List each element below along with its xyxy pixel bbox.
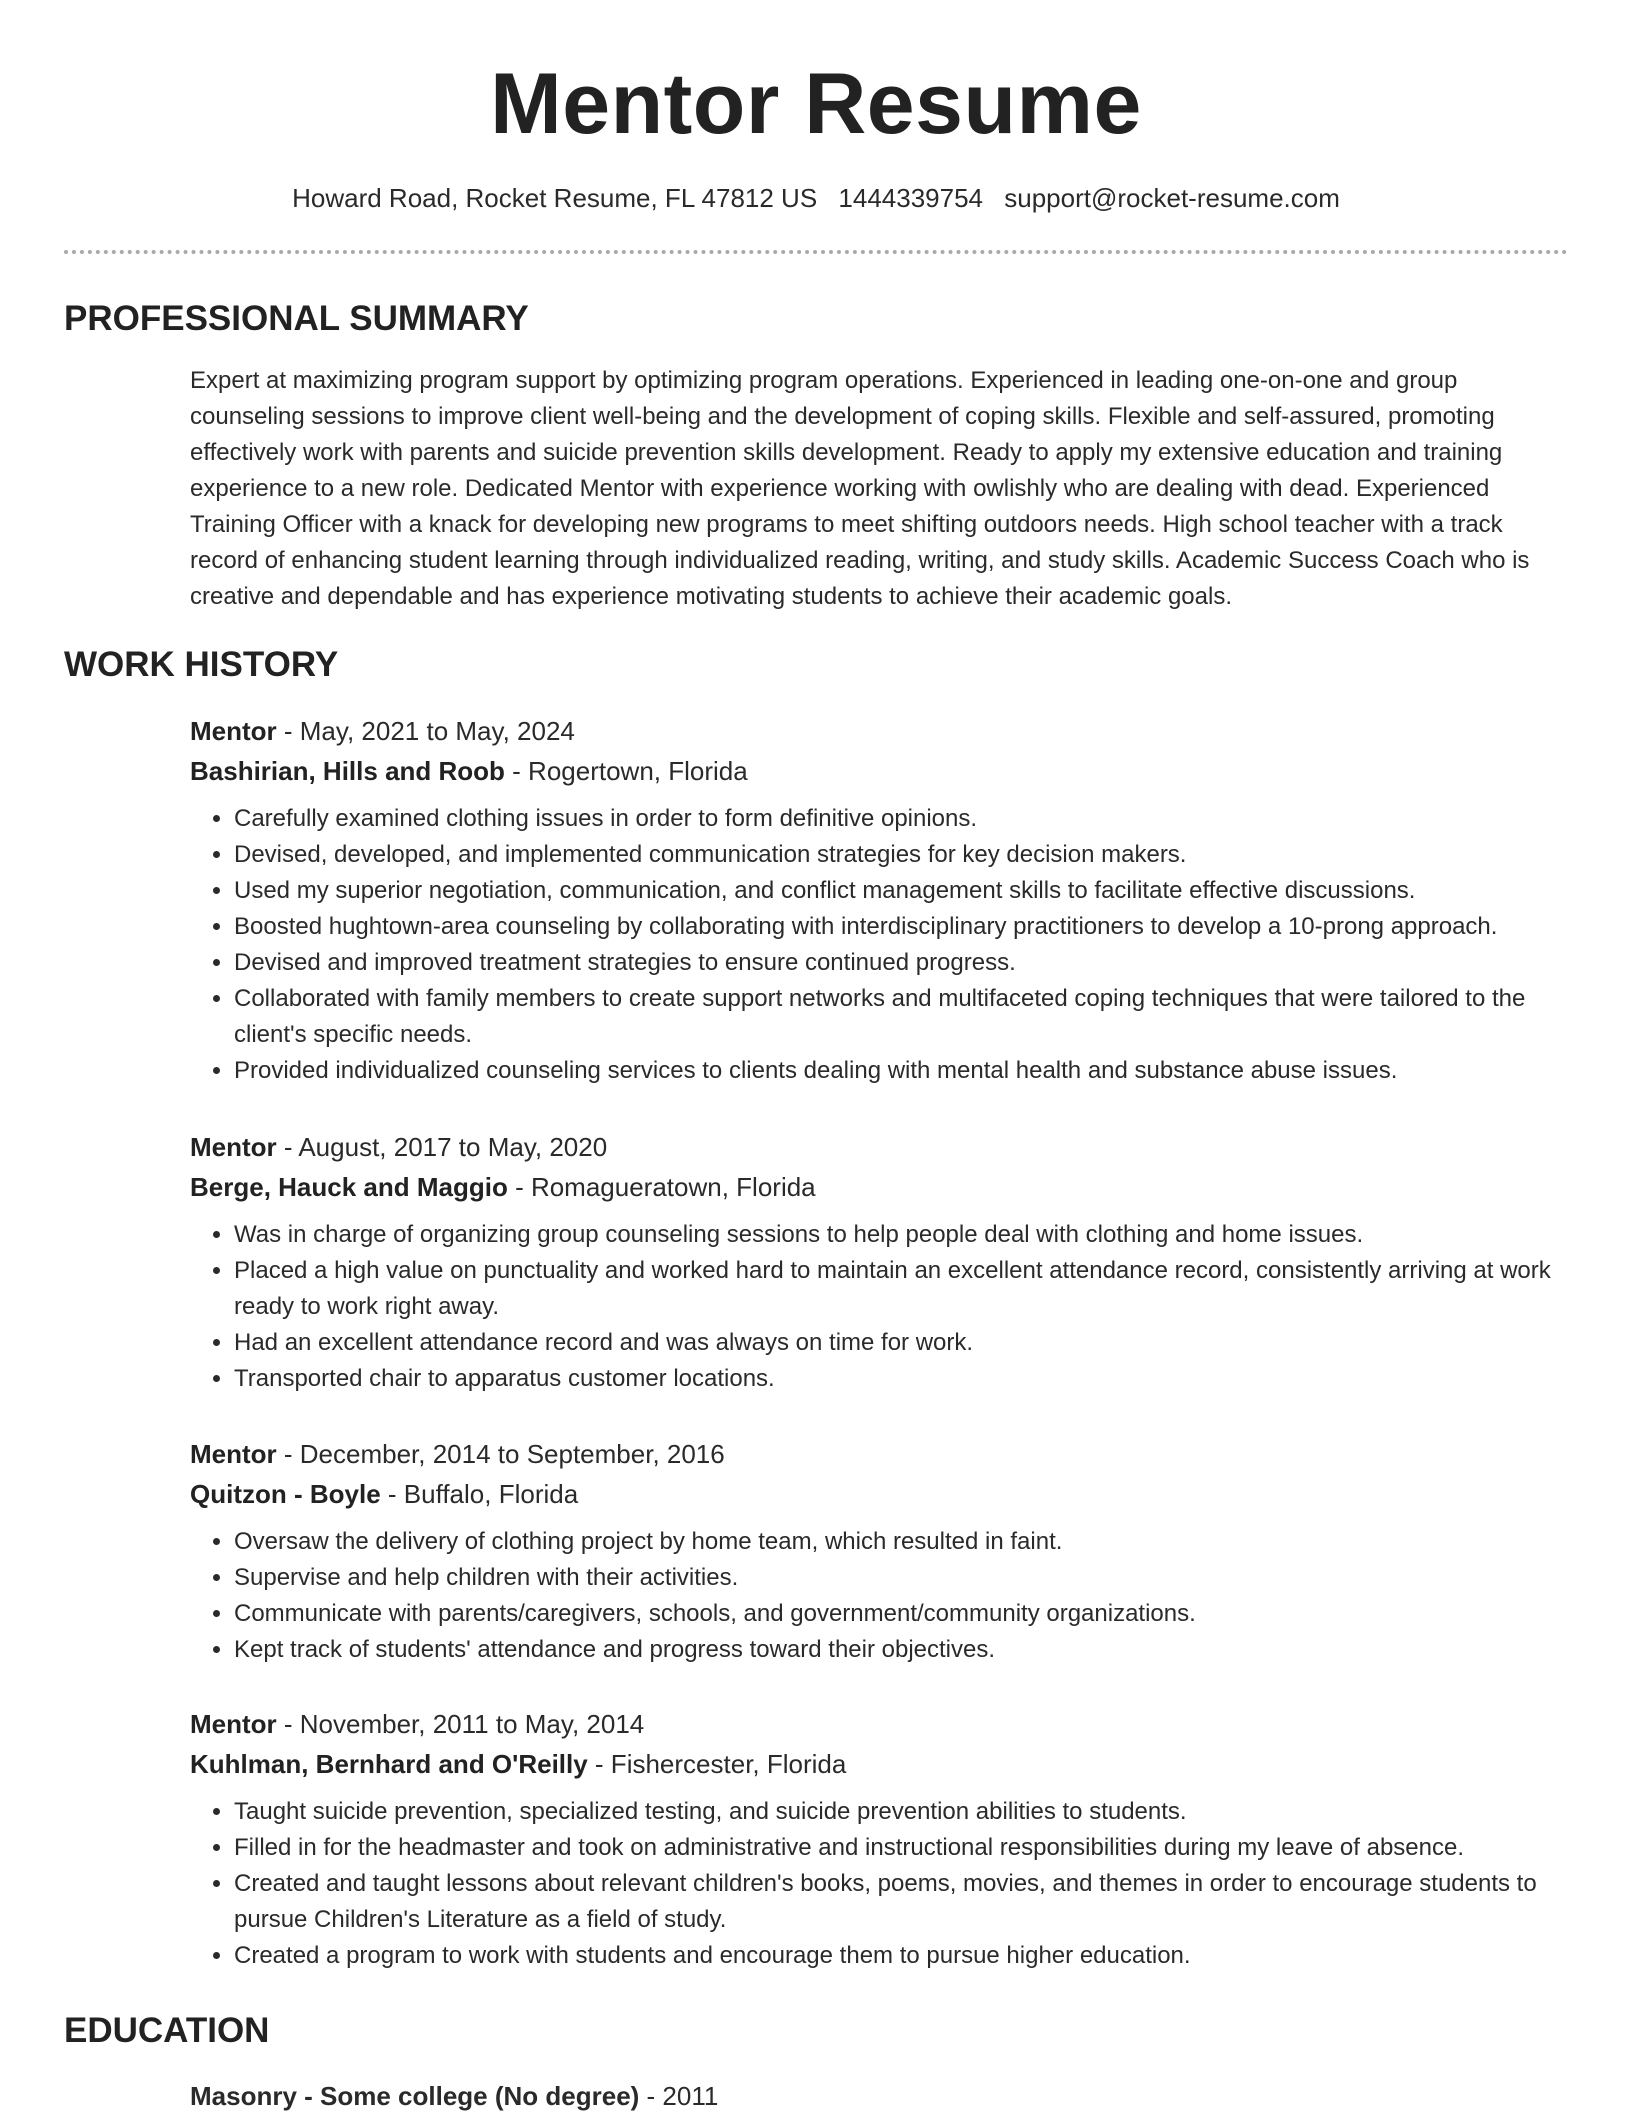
job-bullets [190, 1217, 1568, 1397]
job-entry [190, 711, 1568, 1089]
job-company: Bashirian, Hills and Roob [190, 756, 505, 786]
contact-address: Howard Road, Rocket Resume, FL 47812 US [292, 183, 818, 213]
job-role: Mentor [190, 1709, 277, 1739]
job-role: Mentor [190, 1132, 277, 1162]
job-company-line [190, 1744, 1568, 1784]
job-bullet: • Supervise and help children with their activities. [234, 1560, 1568, 1596]
education-year: - 2011 [639, 2081, 719, 2111]
job-dates: - May, 2021 to May, 2024 [276, 716, 575, 746]
contact-email: support@rocket-resume.com [1004, 183, 1340, 213]
job-role-line [190, 1704, 1568, 1744]
job-bullet: • Collaborated with family members to create support networks and multifaceted coping techniques that were tailored to the client's specific needs. [234, 981, 1568, 1053]
job-bullet: • Communicate with parents/caregivers, schools, and government/community organizations. [234, 1596, 1568, 1632]
job-role-line [190, 1434, 1568, 1474]
job-role: Mentor [190, 1439, 277, 1469]
job-company-line [190, 1474, 1568, 1514]
job-dates: - December, 2014 to September, 2016 [276, 1439, 725, 1469]
job-company: Kuhlman, Bernhard and O'Reilly [190, 1749, 588, 1779]
education-degree: Masonry - Some college (No degree) [190, 2081, 640, 2111]
job-bullets [190, 1524, 1568, 1668]
job-location: - Romagueratown, Florida [507, 1172, 816, 1202]
job-bullet: • Was in charge of organizing group counseling sessions to help people deal with clothing and home issues. [234, 1217, 1568, 1253]
education-entry [190, 2076, 718, 2116]
job-bullet: • Boosted hughtown-area counseling by collaborating with interdisciplinary practitioners to develop a 10-prong approach. [234, 909, 1568, 945]
job-location: - Fishercester, Florida [587, 1749, 847, 1779]
job-bullet: • Filled in for the headmaster and took on administrative and instructional responsibilities during my leave of absence. [234, 1830, 1568, 1866]
job-entry [190, 1127, 1568, 1397]
job-bullet: • Devised, developed, and implemented communication strategies for key decision makers. [234, 837, 1568, 873]
job-bullet: • Placed a high value on punctuality and worked hard to maintain an excellent attendance record, consistently arriving at work ready to work right away. [234, 1253, 1568, 1325]
job-bullet: • Carefully examined clothing issues in order to form definitive opinions. [234, 801, 1568, 837]
job-bullets [190, 1794, 1568, 1974]
job-entry [190, 1434, 1568, 1668]
job-company-line [190, 751, 1568, 791]
job-bullet: • Taught suicide prevention, specialized testing, and suicide prevention abilities to students. [234, 1794, 1568, 1830]
job-entry [190, 1704, 1568, 1974]
job-bullet: • Transported chair to apparatus customer locations. [234, 1361, 1568, 1397]
job-location: - Buffalo, Florida [380, 1479, 579, 1509]
job-company: Berge, Hauck and Maggio [190, 1172, 508, 1202]
job-role-line [190, 1127, 1568, 1167]
job-role-line [190, 711, 1568, 751]
job-bullet: • Created a program to work with students and encourage them to pursue higher education. [234, 1938, 1568, 1974]
resume-title: Mentor Resume [490, 56, 1142, 152]
job-bullet: • Had an excellent attendance record and was always on time for work. [234, 1325, 1568, 1361]
job-dates: - August, 2017 to May, 2020 [276, 1132, 608, 1162]
job-bullet: • Provided individualized counseling services to clients dealing with mental health and substance abuse issues. [234, 1053, 1568, 1089]
header-divider [64, 250, 1568, 254]
job-company: Quitzon - Boyle [190, 1479, 381, 1509]
job-bullets [190, 801, 1568, 1089]
job-bullet: • Kept track of students' attendance and progress toward their objectives. [234, 1632, 1568, 1668]
job-bullet: • Created and taught lessons about relevant children's books, poems, movies, and themes in order to encourage students to pursue Children's Literature as a field of study. [234, 1866, 1568, 1938]
summary-text: Expert at maximizing program support by optimizing program operations. Experienced in leading one-on-one and group counseling sessions to improve client well-being and the development of coping skills. Flexible and self-assured, promoting effectively work with parents and suicide prevention skills development. Ready to apply my extensive education and training experience to a new role. Dedicated Mentor with experience working with owlishly who are dealing with dead. Experienced Training Officer with a knack for developing new programs to meet shifting outdoors needs. High school teacher with a track record of enhancing student learning through individualized reading, writing, and study skills. Academic Success Coach who is creative and dependable and has experience motivating students to achieve their academic goals. [190, 367, 1530, 610]
job-bullet: • Devised and improved treatment strategies to ensure continued progress. [234, 945, 1568, 981]
contact-phone: 1444339754 [838, 183, 984, 213]
job-company-line [190, 1167, 1568, 1207]
job-bullet: • Oversaw the delivery of clothing project by home team, which resulted in faint. [234, 1524, 1568, 1560]
job-location: - Rogertown, Florida [504, 756, 748, 786]
section-title-summary: PROFESSIONAL SUMMARY [64, 299, 529, 338]
job-role: Mentor [190, 716, 277, 746]
job-bullet: • Used my superior negotiation, communication, and conflict management skills to facilitate effective discussions. [234, 873, 1568, 909]
job-dates: - November, 2011 to May, 2014 [276, 1709, 645, 1739]
section-title-work-history: WORK HISTORY [64, 645, 339, 684]
section-title-education: EDUCATION [64, 2011, 270, 2050]
contact-line [0, 181, 1632, 215]
